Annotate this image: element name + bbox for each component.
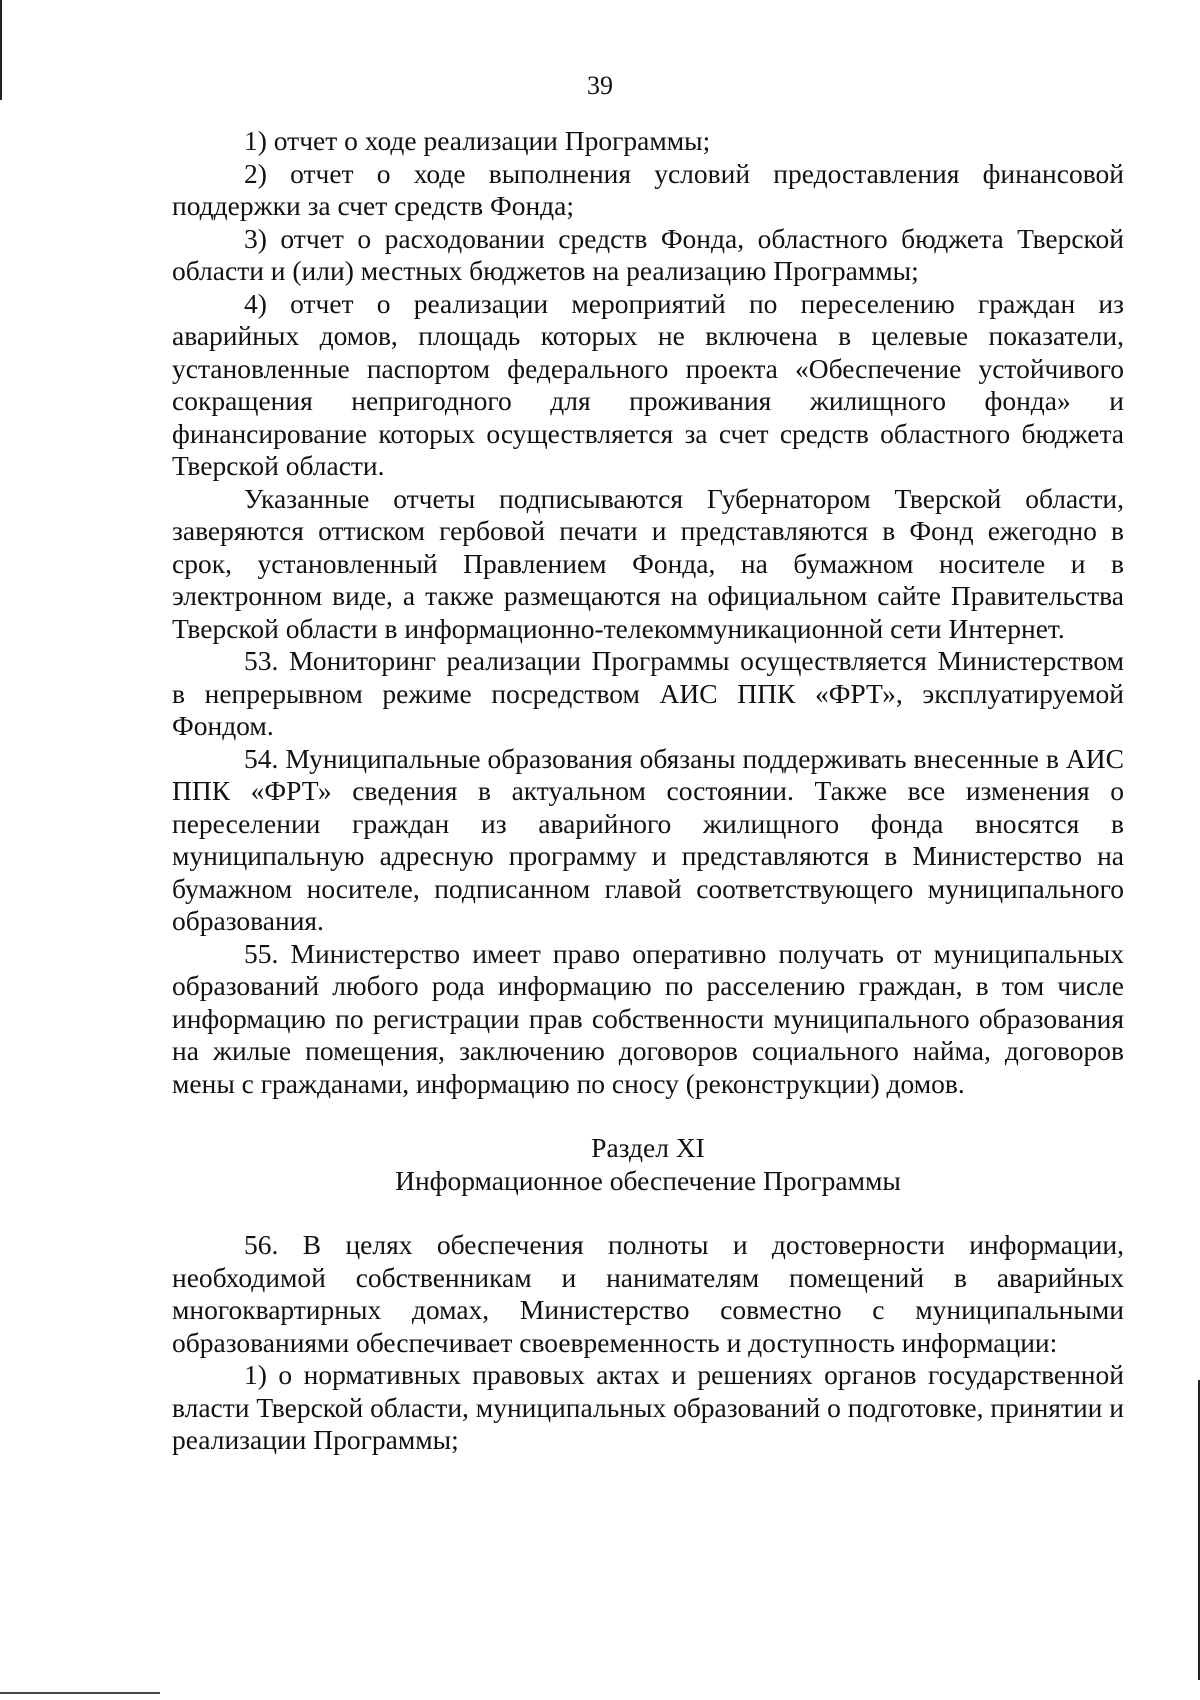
- list-item-report-resettlement: 4) отчет о реализации мероприятий по переселению граждан из аварийных домов, площадь которых не включена в целевые показатели, установленные паспортом федерального проекта «Обеспечение устойчивого сокращения непригодного для проживания жилищного фонда» и финансирование которых осуществляется за счет средств областного бюджета Тверской области.: [172, 287, 1124, 481]
- paragraph-56-information: 56. В целях обеспечения полноты и достоверности информации, необходимой собственникам и нанимателям помещений в аварийных многоквартирных домах, Министерство совместно с муниципальными образованиями обеспечивает своевременность и доступность информации:: [172, 1229, 1124, 1358]
- list-item-report-progress: 1) отчет о ходе реализации Программы;: [244, 125, 711, 156]
- section-label: Раздел XI: [591, 1132, 705, 1163]
- section-title: Информационное обеспечение Программы: [395, 1164, 901, 1196]
- paragraph-reports-signing: Указанные отчеты подписываются Губернатором Тверской области, заверяются оттиском гербовой печати и представляются в Фонд ежегодно в срок, установленный Правлением Фонда, на бумажном носителе и в электронном виде, а также размещаются на официальном сайте Правительства Тверской области в информационно-телекоммуникационной сети Интернет.: [172, 482, 1124, 644]
- section-heading: [172, 1132, 1124, 1197]
- paragraph-54-municipalities: 54. Муниципальные образования обязаны поддерживать внесенные в АИС ППК «ФРТ» сведения в актуальном состоянии. Также все изменения о переселении граждан из аварийного жилищного фонда вносятся в муниципальную адресную программу и представляются в Министерство на бумажном носителе, подписанном главой соответствующего муниципального образования.: [172, 742, 1124, 936]
- list-item-report-expenditure: 3) отчет о расходовании средств Фонда, областного бюджета Тверской области и (или) местных бюджетов на реализацию Программы;: [172, 222, 1124, 286]
- document-body: [172, 125, 1124, 1457]
- scan-bottom-rule: [0, 1692, 160, 1694]
- list-item-legal-acts: 1) о нормативных правовых актах и решениях органов государственной власти Тверской области, муниципальных образований о подготовке, принятии и реализации Программы;: [172, 1359, 1124, 1455]
- page-number: 39: [587, 71, 613, 100]
- paragraph-55-ministry-rights: 55. Министерство имеет право оперативно получать от муниципальных образований любого рода информацию по расселению граждан, в том числе информацию по регистрации прав собственности муниципального образования на жилые помещения, заключению договоров социального найма, договоров мены с гражданами, информацию по сносу (реконструкции) домов.: [172, 937, 1124, 1099]
- list-item-report-conditions: 2) отчет о ходе выполнения условий предоставления финансовой поддержки за счет средств Фонда;: [172, 157, 1124, 221]
- paragraph-53-monitoring: 53. Мониторинг реализации Программы осуществляется Министерством в непрерывном режиме посредством АИС ППК «ФРТ», эксплуатируемой Фондом.: [172, 645, 1124, 741]
